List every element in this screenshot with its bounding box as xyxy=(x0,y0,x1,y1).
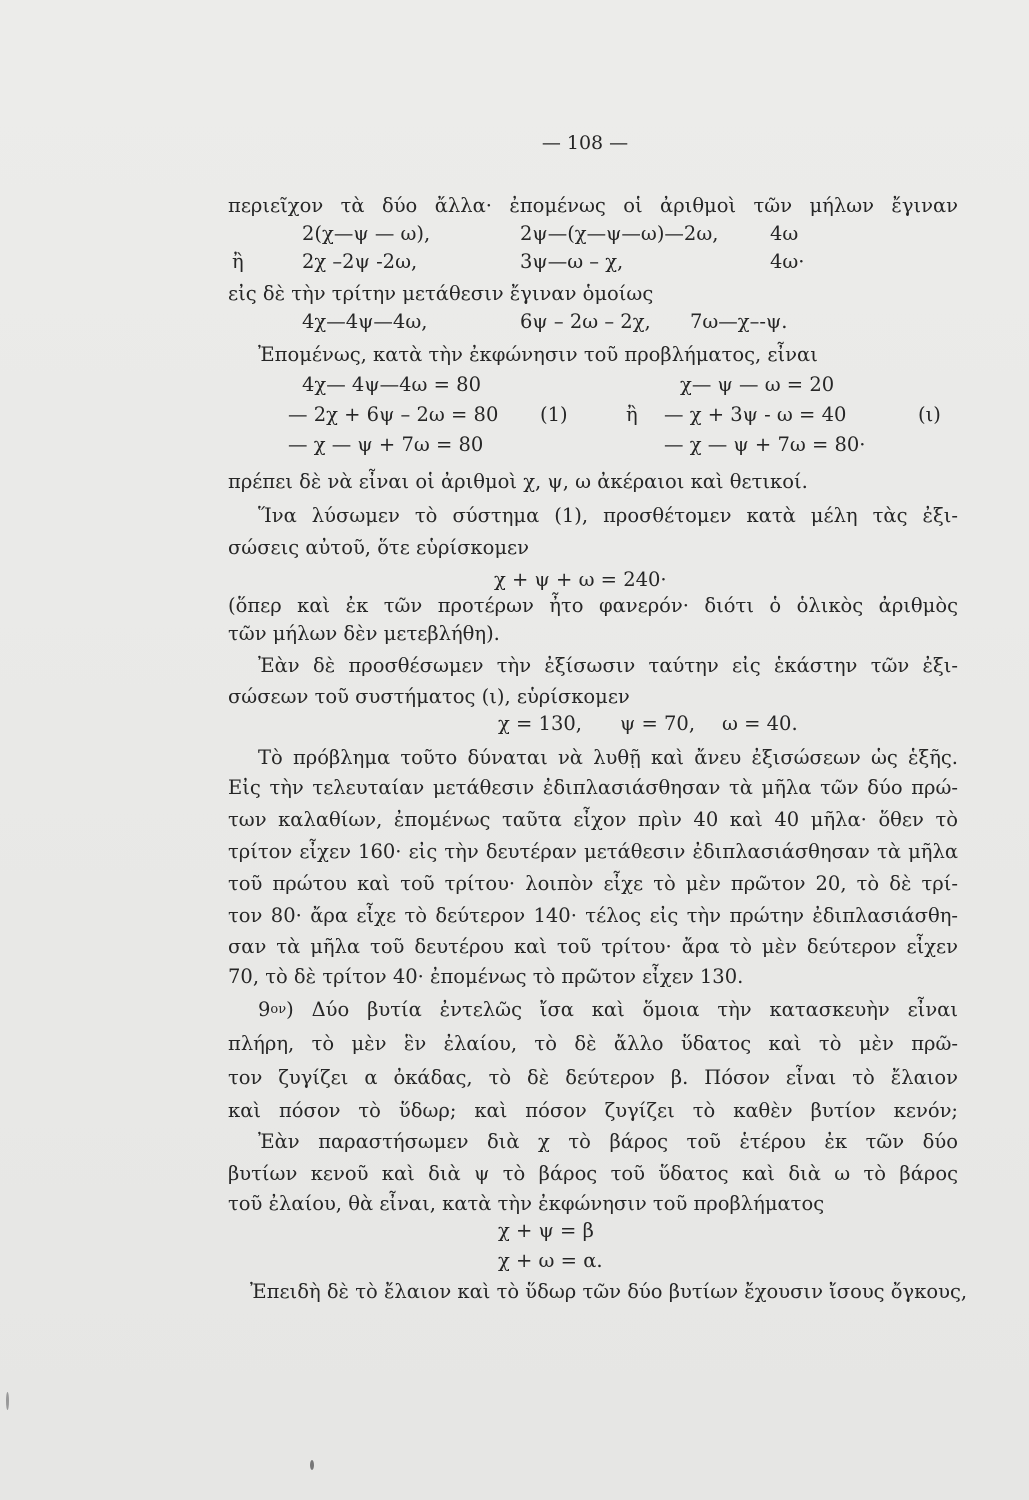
equation: — χ + 3ψ - ω = 40 xyxy=(664,403,847,426)
problem-heading-line xyxy=(228,996,958,1024)
text-line: τῶν μήλων δὲν μετεβλήθη). xyxy=(228,622,500,645)
text-line: τρίτον εἶχεν 160· εἰς τὴν δευτέραν μετάθεσιν ἐδιπλασιάσθησαν τὰ μῆλα xyxy=(228,840,958,863)
text-line: βυτίων κενοῦ καὶ διὰ ψ τὸ βάρος τοῦ ὕδατος καὶ διὰ ω τὸ βάρος xyxy=(228,1162,958,1185)
equation: 2χ –2ψ -2ω, xyxy=(302,250,418,273)
text-line: πλήρη, τὸ μὲν ἓν ἐλαίου, τὸ δὲ ἄλλο ὕδατος καὶ τὸ μὲν πρῶ- xyxy=(228,1032,958,1055)
text-line: σώσεις αὐτοῦ, ὅτε εὑρίσκομεν xyxy=(228,536,529,559)
text-line: Τὸ πρόβλημα τοῦτο δύναται νὰ λυθῇ καὶ ἄνευ ἐξισώσεων ὡς ἑξῆς. xyxy=(258,746,958,769)
text-line: Ἵνα λύσωμεν τὸ σύστημα (1), προσθέτομεν κατὰ μέλη τὰς ἐξι- xyxy=(258,504,958,527)
text-line: καὶ πόσον τὸ ὕδωρ; καὶ πόσον ζυγίζει τὸ καθὲν βυτίον κενόν; xyxy=(228,1099,958,1122)
equation-or: ἢ xyxy=(232,250,244,273)
equation: ω = 40. xyxy=(722,712,798,735)
equation: χ + ω = α. xyxy=(498,1249,603,1272)
equation: 7ω—χ–-ψ. xyxy=(690,310,788,333)
equation-label: (ι) xyxy=(918,403,941,426)
equation-or: ἢ xyxy=(626,403,638,426)
equation: χ + ψ = β xyxy=(498,1219,594,1242)
text-line: σαν τὰ μῆλα τοῦ δευτέρου καὶ τοῦ τρίτου· ἄρα τὸ μὲν δεύτερον εἶχεν xyxy=(228,935,958,958)
text-line: τον 80· ἄρα εἶχε τὸ δεύτερον 140· τέλος εἰς τὴν πρώτην ἐδιπλασιάσθη- xyxy=(228,904,958,927)
equation: — 2χ + 6ψ – 2ω = 80 xyxy=(288,403,499,426)
equation: 4ω· xyxy=(770,250,805,273)
equation: — χ — ψ + 7ω = 80 xyxy=(288,433,484,456)
text-line: Εἰς τὴν τελευταίαν μετάθεσιν ἐδιπλασιάσθησαν τὰ μῆλα τῶν δύο πρώ- xyxy=(228,776,958,799)
text-line: Ἐὰν παραστήσωμεν διὰ χ τὸ βάρος τοῦ ἑτέρου ἐκ τῶν δύο xyxy=(258,1130,958,1153)
scan-speck xyxy=(310,1460,314,1470)
equation: ψ = 70, xyxy=(620,712,696,735)
text-line: (ὅπερ καὶ ἐκ τῶν προτέρων ἦτο φανερόν· διότι ὁ ὁλικὸς ἀριθμὸς xyxy=(228,594,958,617)
text-line: τοῦ ἐλαίου, θὰ εἶναι, κατὰ τὴν ἐκφώνησιν τοῦ προβλήματος xyxy=(228,1192,825,1215)
equation: 2(χ—ψ — ω), xyxy=(302,222,431,245)
equation: 2ψ—(χ—ψ—ω)—2ω, xyxy=(520,222,719,245)
text-line: τον ζυγίζει α ὀκάδας, τὸ δὲ δεύτερον β. Πόσον εἶναι τὸ ἔλαιον xyxy=(228,1066,958,1089)
text-line: ) Δύο βυτία ἐντελῶς ἴσα καὶ ὅμοια τὴν κατασκευὴν εἶναι xyxy=(286,998,958,1021)
equation: 4ω xyxy=(770,222,799,245)
equation: 4χ— 4ψ—4ω = 80 xyxy=(302,373,481,396)
text-line: Ἐὰν δὲ προσθέσωμεν τὴν ἐξίσωσιν ταύτην εἰς ἑκάστην τῶν ἐξι- xyxy=(258,654,958,677)
equation: 6ψ – 2ω – 2χ, xyxy=(520,310,651,333)
text-line: πρέπει δὲ νὰ εἶναι οἱ ἀριθμοὶ χ, ψ, ω ἀκέραιοι καὶ θετικοί. xyxy=(228,470,808,493)
equation: χ = 130, xyxy=(498,712,582,735)
scan-speck xyxy=(6,1392,9,1410)
equation: χ— ψ — ω = 20 xyxy=(680,373,835,396)
equation: 3ψ—ω – χ, xyxy=(520,250,624,273)
text-line: εἰς δὲ τὴν τρίτην μετάθεσιν ἔγιναν ὁμοίως xyxy=(228,282,654,305)
problem-number: 9 xyxy=(258,998,271,1021)
text-line: περιεῖχον τὰ δύο ἄλλα· ἐπομένως οἱ ἀριθμοὶ τῶν μήλων ἔγιναν xyxy=(228,194,958,217)
text-line: των καλαθίων, ἐπομένως ταῦτα εἶχον πρὶν 40 καὶ 40 μῆλα· ὅθεν τὸ xyxy=(228,808,958,831)
text-line: 70, τὸ δὲ τρίτον 40· ἐπομένως τὸ πρῶτον εἶχεν 130. xyxy=(228,965,744,988)
equation-label: (1) xyxy=(540,403,568,426)
equation: χ + ψ + ω = 240· xyxy=(494,568,667,591)
text-line: Ἐπειδὴ δὲ τὸ ἔλαιον καὶ τὸ ὕδωρ τῶν δύο βυτίων ἔχουσιν ἴσους ὄγκους, xyxy=(250,1280,968,1303)
equation: 4χ—4ψ—4ω, xyxy=(302,310,428,333)
text-line: τοῦ πρώτου καὶ τοῦ τρίτου· λοιπὸν εἶχε τὸ μὲν πρῶτον 20, τὸ δὲ τρί- xyxy=(228,872,958,895)
text-line: σώσεων τοῦ συστήματος (ι), εὑρίσκομεν xyxy=(228,685,630,708)
text-line: Ἐπομένως, κατὰ τὴν ἐκφώνησιν τοῦ προβλήματος, εἶναι xyxy=(258,343,818,366)
problem-ordinal-suffix: ον xyxy=(270,1002,287,1017)
equation: — χ — ψ + 7ω = 80· xyxy=(664,433,866,456)
page-number: — 108 — xyxy=(541,132,629,154)
